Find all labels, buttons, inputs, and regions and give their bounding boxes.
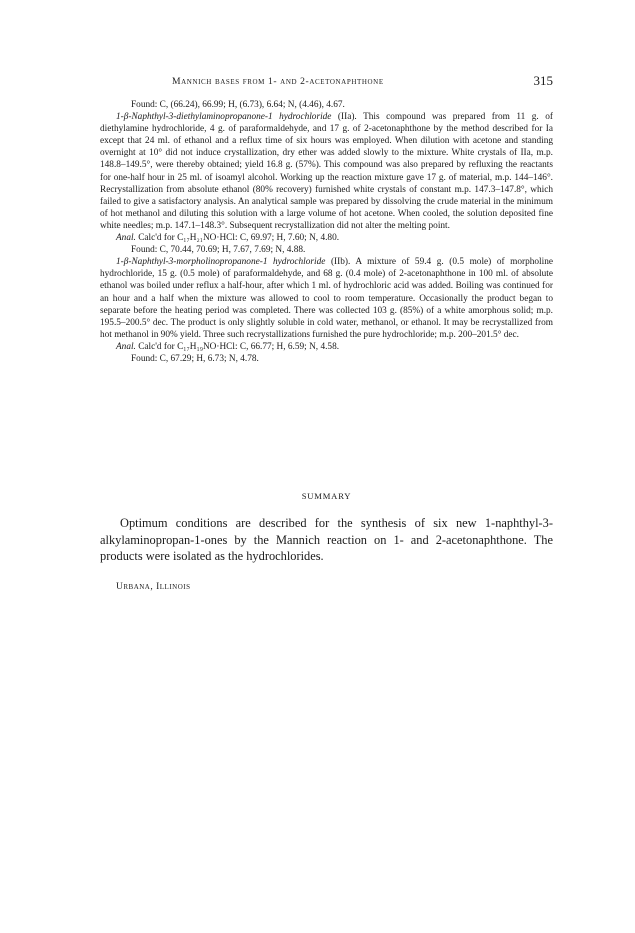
analysis-iia-text: Calc'd for C₁₇H₂₁NO·HCl: C, 69.97; H, 7.60; N, 4.80. — [135, 233, 340, 244]
found-line-1: Found: C, (66.24), 66.99; H, (6.73), 6.64; N, (4.46), 4.67. — [131, 100, 345, 110]
page-number: 315 — [533, 73, 553, 88]
body-text — [100, 99, 553, 365]
paragraph-iia — [100, 111, 553, 232]
anal-label-iib: Anal. — [116, 341, 136, 352]
compound-title-iia: 1-β-Naphthyl-3-diethylaminopropanone-1 hydrochloride — [116, 112, 332, 123]
affiliation: Urbana, Illinois — [116, 582, 191, 592]
found-line-iia: Found: C, 70.44, 70.69; H, 7.67, 7.69; N, 4.88. — [131, 245, 306, 256]
paragraph-iib — [100, 256, 553, 341]
summary-text — [100, 515, 553, 565]
summary-paragraph: Optimum conditions are described for the synthesis of six new 1-naphthyl-3-alkylaminopropan-1-ones by the Mannich reaction on 1- and 2-acetonaphthone. The products were isolated as the hydrochlorides. — [100, 516, 553, 563]
compound-title-iib: 1-β-Naphthyl-3-morpholinopropanone-1 hydrochloride — [116, 257, 326, 268]
running-title: Mannich bases from 1- and 2-acetonaphthone — [172, 76, 384, 87]
page-header — [100, 74, 553, 90]
analysis-iib — [100, 341, 553, 353]
paragraph-iib-text: (IIb). A mixture of 59.4 g. (0.5 mole) of morpholine hydrochloride, 15 g. (0.5 mole) of paraformaldehyde, and 68 g. (0.4 mole) of 2-acetonaphthone in 100 ml. of absolute ethanol was boiled under reflux a half-hour, after which 1 ml. of hydrochloric acid was added. Boiling was continued for an hour and a half when the mixture was allowed to cool to room temperature. Occasionally the product began to separate before the heating period was completed. There was collected 103 g. (85%) of a white amorphous solid; m.p. 195.5–200.5° dec. The product is only slightly soluble in cold water, methanol, or ethanol. It may be recrystallized from hot methanol in 90% yield. Three such recrystallizations furnished the pure hydrochloride; m.p. 200–201.5° dec. — [100, 257, 554, 340]
found-line-iib: Found: C, 67.29; H, 6.73; N, 4.78. — [131, 353, 259, 364]
analysis-iib-text: Calc'd for C₁₇H₁₉NO·HCl: C, 66.77; H, 6.59; N, 4.58. — [135, 341, 340, 352]
analysis-iia — [100, 232, 553, 244]
summary-heading: SUMMARY — [301, 491, 352, 501]
anal-label-iia: Anal. — [116, 233, 136, 244]
paragraph-iia-text: (IIa). This compound was prepared from 11 g. of diethylamine hydrochloride, 4 g. of paraformaldehyde, and 17 g. of 2-acetonaphthone by the method described for Ia except that 24 ml. of ethanol and a reflux time of six hours was employed. When dilution with acetone and standing overnight at 10° did not induce crystallization, dry ether was added slowly to the mixture. White crystals of IIa, m.p. 148.8–149.5°, were thereby obtained; yield 16.8 g. (57%). This compound was also prepared by refluxing the reactants for one-half hour in 25 ml. of isoamyl alcohol. Working up the reaction mixture gave 17 g. of material, m.p. 144–146°. Recrystallization from absolute ethanol (80% recovery) furnished white crystals of constant m.p. 147.3–147.8°, which failed to give a satisfactory analysis. An analytical sample was prepared by dissolving the crude material in the minimum of hot methanol and diluting this solution with a large volume of hot acetone. When cooled, the solution deposited fine white needles; m.p. 147.1–148.3°. Subsequent recrystallization did not alter the melting point. — [100, 112, 553, 231]
